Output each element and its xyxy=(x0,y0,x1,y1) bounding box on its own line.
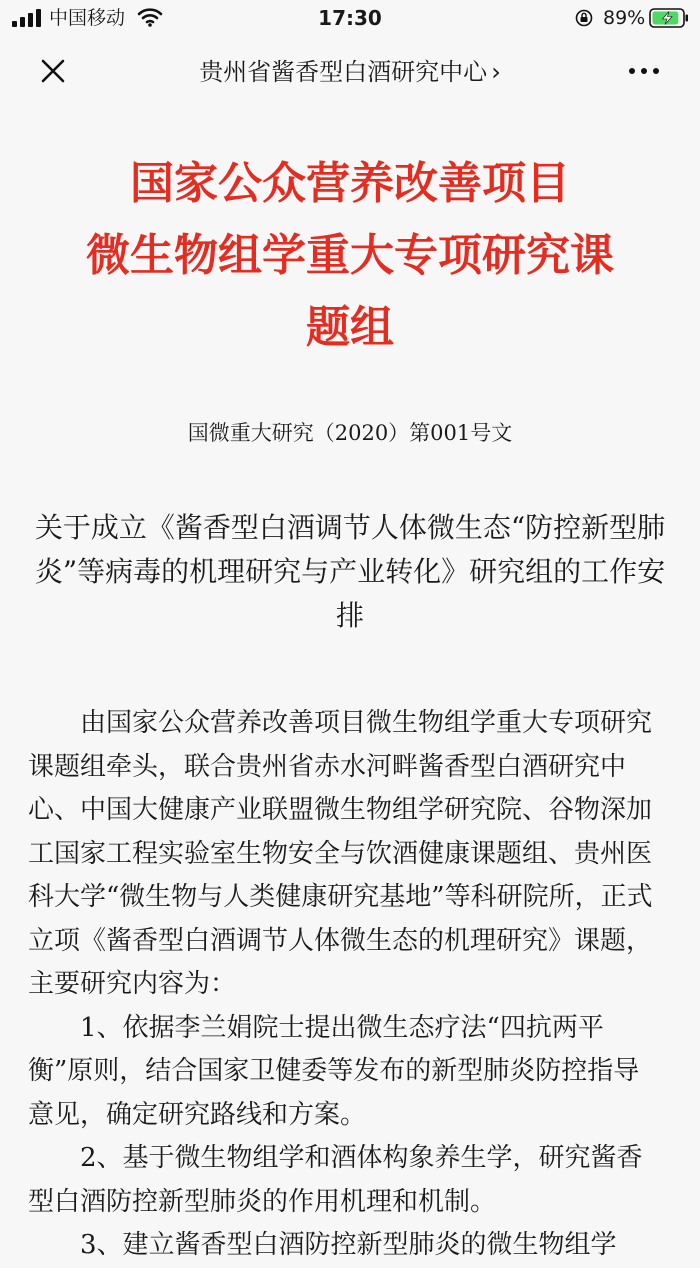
clock-time: 17:30 xyxy=(318,6,382,30)
account-name: 贵州省酱香型白酒研究中心 xyxy=(199,58,488,86)
body-paragraph: 3、建立酱香型白酒防控新型肺炎的微生物组学 xyxy=(80,1230,617,1260)
document-body xyxy=(28,702,664,1268)
nav-bar xyxy=(0,36,700,108)
battery-percent: 89% xyxy=(603,7,646,29)
article-body xyxy=(0,108,700,1260)
status-bar xyxy=(0,0,700,36)
body-paragraph: 由国家公众营养改善项目微生物组学重大专项研究课题组牵头，联合贵州省赤水河畔酱香型白酒研究中心、中国大健康产业联盟微生物组学研究院、谷物深加工国家工程实验室生物安全与饮酒健康课题组、贵州医科大学“微生物与人类健康研究基地”等科研院所，正式立项《酱香型白酒调节人体微生态的机理研究》课题，主要研究内容为： xyxy=(28,708,653,999)
orientation-lock-icon xyxy=(575,9,593,27)
close-icon[interactable] xyxy=(38,56,68,86)
battery-charging-icon xyxy=(649,8,689,28)
article-red-heading xyxy=(20,148,680,364)
body-paragraph: 2、基于微生物组学和酒体构象养生学，研究酱香型白酒防控新型肺炎的作用机理和机制。 xyxy=(28,1143,643,1217)
heading-line: 微生物组学重大专项研究课 xyxy=(86,230,614,281)
body-paragraph: 1、依据李兰娟院士提出微生态疗法“四抗两平衡”原则，结合国家卫健委等发布的新型肺炎防控指导意见，确定研究路线和方案。 xyxy=(28,1012,640,1130)
account-title-link[interactable] xyxy=(110,56,590,88)
more-icon[interactable] xyxy=(624,58,664,84)
document-number: 国微重大研究（2020）第001号文 xyxy=(187,421,513,445)
heading-line: 题组 xyxy=(306,302,394,353)
heading-line: 国家公众营养改善项目 xyxy=(130,158,570,209)
carrier-label: 中国移动 xyxy=(49,7,126,29)
document-subject: 关于成立《酱香型白酒调节人体微生态“防控新型肺炎”等病毒的机理研究与产业转化》研究组的工作安排 xyxy=(34,511,666,632)
chevron-right-icon: › xyxy=(491,58,501,86)
